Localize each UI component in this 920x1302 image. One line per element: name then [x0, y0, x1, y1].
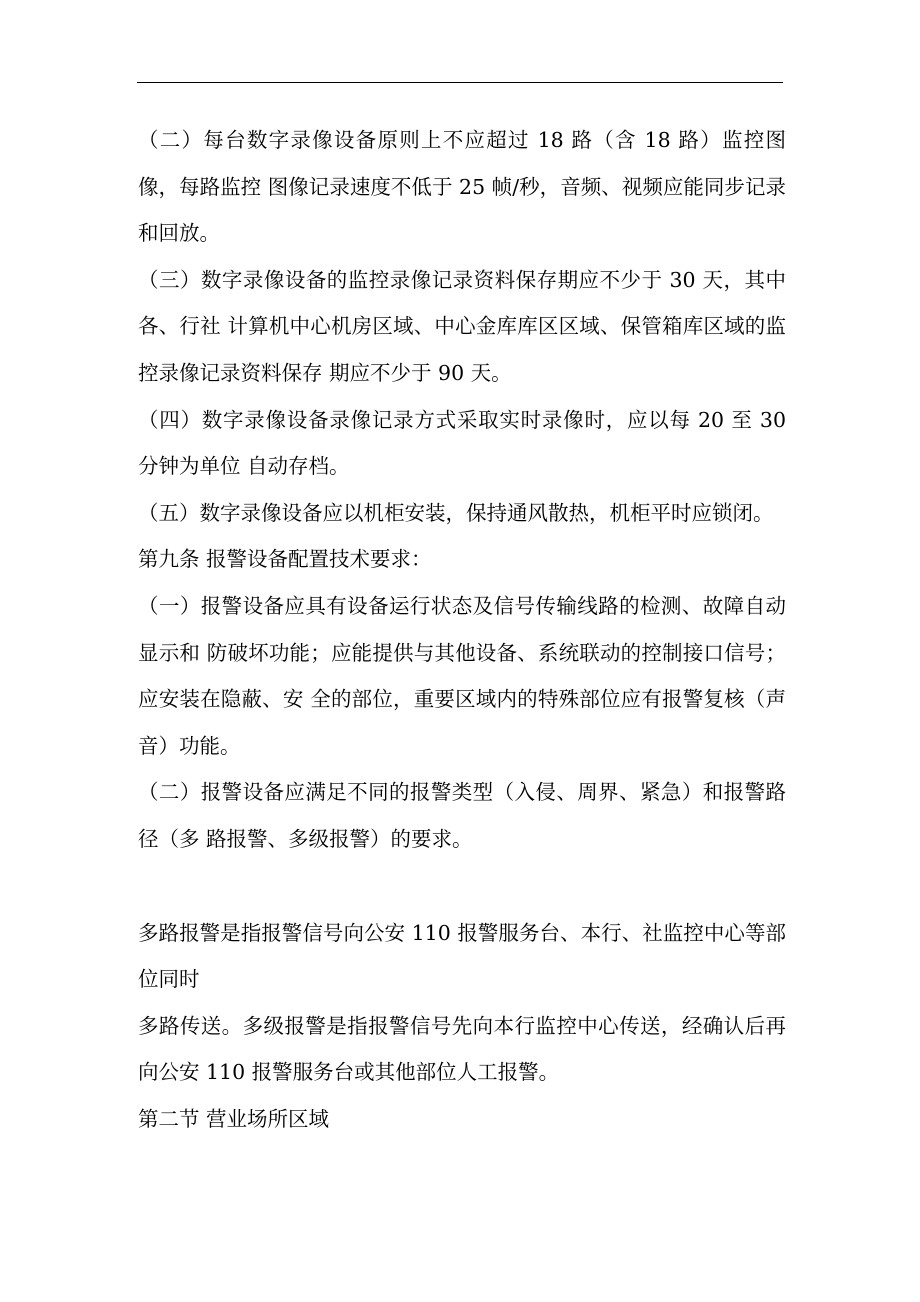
paragraph-alarm-types: （二）报警设备应满足不同的报警类型（入侵、周界、紧急）和报警路径（多 路报警、多级报警）的要求。	[138, 780, 786, 851]
paragraph-dvr-cabinet: （五）数字录像设备应以机柜安装，保持通风散热，机柜平时应锁闭。	[138, 500, 774, 525]
paragraph-alarm-detection: （一）报警设备应具有设备运行状态及信号传输线路的检测、故障自动显示和 防破坏功能；应能提供与其他设备、系统联动的控制接口信号；应安装在隐蔽、安 全的部位，重要区域内的特殊部位应有报警复核（声音）功能。	[138, 593, 786, 758]
article-nine-heading: 第九条 报警设备配置技术要求：	[138, 547, 432, 572]
paragraph-dvr-retention: （三）数字录像设备的监控录像记录资料保存期应不少于 30 天，其中各、行社 计算机中心机房区域、中心金库库区区域、保管箱库区域的监控录像记录资料保存 期应不少于 90 天。	[138, 267, 786, 385]
paragraph-multi-path-definition: 多路报警是指报警信号向公安 110 报警服务台、本行、社监控中心等部位同时	[138, 920, 786, 992]
header-rule	[137, 82, 783, 83]
paragraph-dvr-channels: （二）每台数字录像设备原则上不应超过 18 路（含 18 路）监控图像，每路监控 图像记录速度不低于 25 帧/秒，音频、视频应能同步记录和回放。	[138, 128, 786, 246]
paragraph-multi-level-definition: 多路传送。多级报警是指报警信号先向本行监控中心传送，经确认后再向公安 110 报警服务台或其他部位人工报警。	[138, 1013, 786, 1085]
section-two-heading: 第二节 营业场所区域	[138, 1106, 330, 1131]
paragraph-spacer	[138, 863, 786, 910]
paragraph-dvr-archiving: （四）数字录像设备录像记录方式采取实时录像时，应以每 20 至 30 分钟为单位 自动存档。	[138, 407, 786, 479]
document-body	[138, 117, 786, 1142]
